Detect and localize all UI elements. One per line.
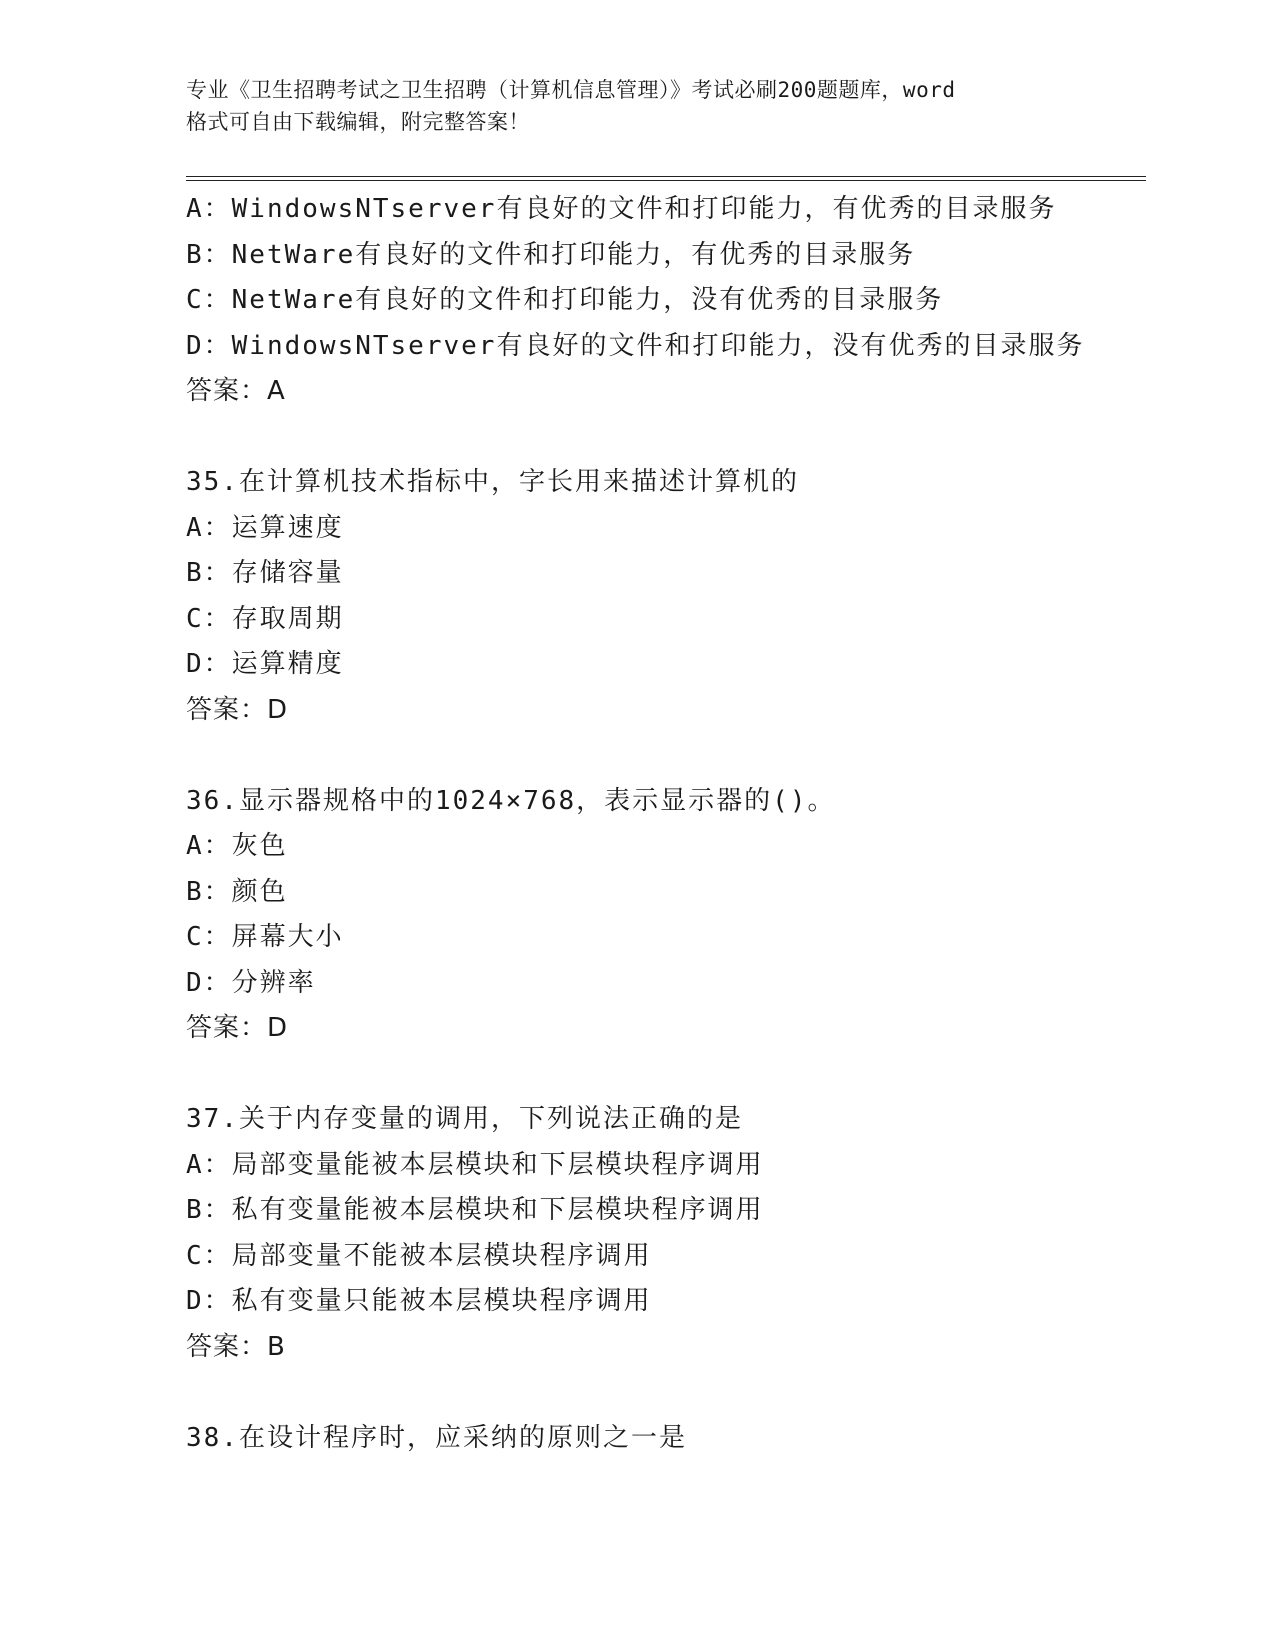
question-block — [186, 460, 1146, 733]
option-b: B：存储容量 — [186, 558, 344, 588]
block-spacer — [186, 1370, 1146, 1416]
option-b: B：NetWare有良好的文件和打印能力，有优秀的目录服务 — [186, 239, 916, 270]
block-spacer — [186, 733, 1146, 779]
question-block — [186, 187, 1146, 415]
header-line-2: 格式可自由下载编辑，附完整答案！ — [186, 110, 530, 134]
question-list — [186, 187, 1146, 1461]
block-spacer — [186, 1052, 1146, 1098]
option-c: C：NetWare有良好的文件和打印能力，没有优秀的目录服务 — [186, 285, 944, 315]
question-text: 37.关于内存变量的调用，下列说法正确的是 — [186, 1104, 743, 1134]
option-a: A：灰色 — [186, 831, 288, 861]
option-c: C：屏幕大小 — [186, 922, 344, 952]
header-line-1: 专业《卫生招聘考试之卫生招聘（计算机信息管理）》考试必刷200题题库，word — [186, 78, 956, 102]
option-a: A：运算速度 — [186, 512, 344, 543]
question-block — [186, 1416, 1146, 1462]
question-text: 35.在计算机技术指标中，字长用来描述计算机的 — [186, 467, 799, 497]
option-d: D：私有变量只能被本层模块程序调用 — [186, 1286, 652, 1316]
option-c: C：存取周期 — [186, 603, 344, 634]
option-d: D：运算精度 — [186, 649, 344, 679]
option-d: D：分辨率 — [186, 967, 316, 998]
header-divider — [186, 176, 1146, 181]
answer-line: 答案：A — [186, 376, 286, 406]
answer-line: 答案：B — [186, 1331, 286, 1362]
block-spacer — [186, 415, 1146, 461]
option-c: C：局部变量不能被本层模块程序调用 — [186, 1240, 652, 1271]
option-d: D：WindowsNTserver有良好的文件和打印能力，没有优秀的目录服务 — [186, 330, 1085, 361]
question-text: 38.在设计程序时，应采纳的原则之一是 — [186, 1422, 687, 1453]
question-text: 36.显示器规格中的1024×768，表示显示器的()。 — [186, 785, 836, 816]
option-b: B：私有变量能被本层模块和下层模块程序调用 — [186, 1195, 764, 1225]
question-block — [186, 779, 1146, 1052]
question-block — [186, 1097, 1146, 1370]
answer-line: 答案：D — [186, 1013, 289, 1043]
option-b: B：颜色 — [186, 876, 288, 907]
document-header — [186, 74, 1086, 138]
option-a: A：WindowsNTserver有良好的文件和打印能力，有优秀的目录服务 — [186, 194, 1057, 224]
answer-line: 答案：D — [186, 694, 289, 725]
option-a: A：局部变量能被本层模块和下层模块程序调用 — [186, 1149, 764, 1180]
